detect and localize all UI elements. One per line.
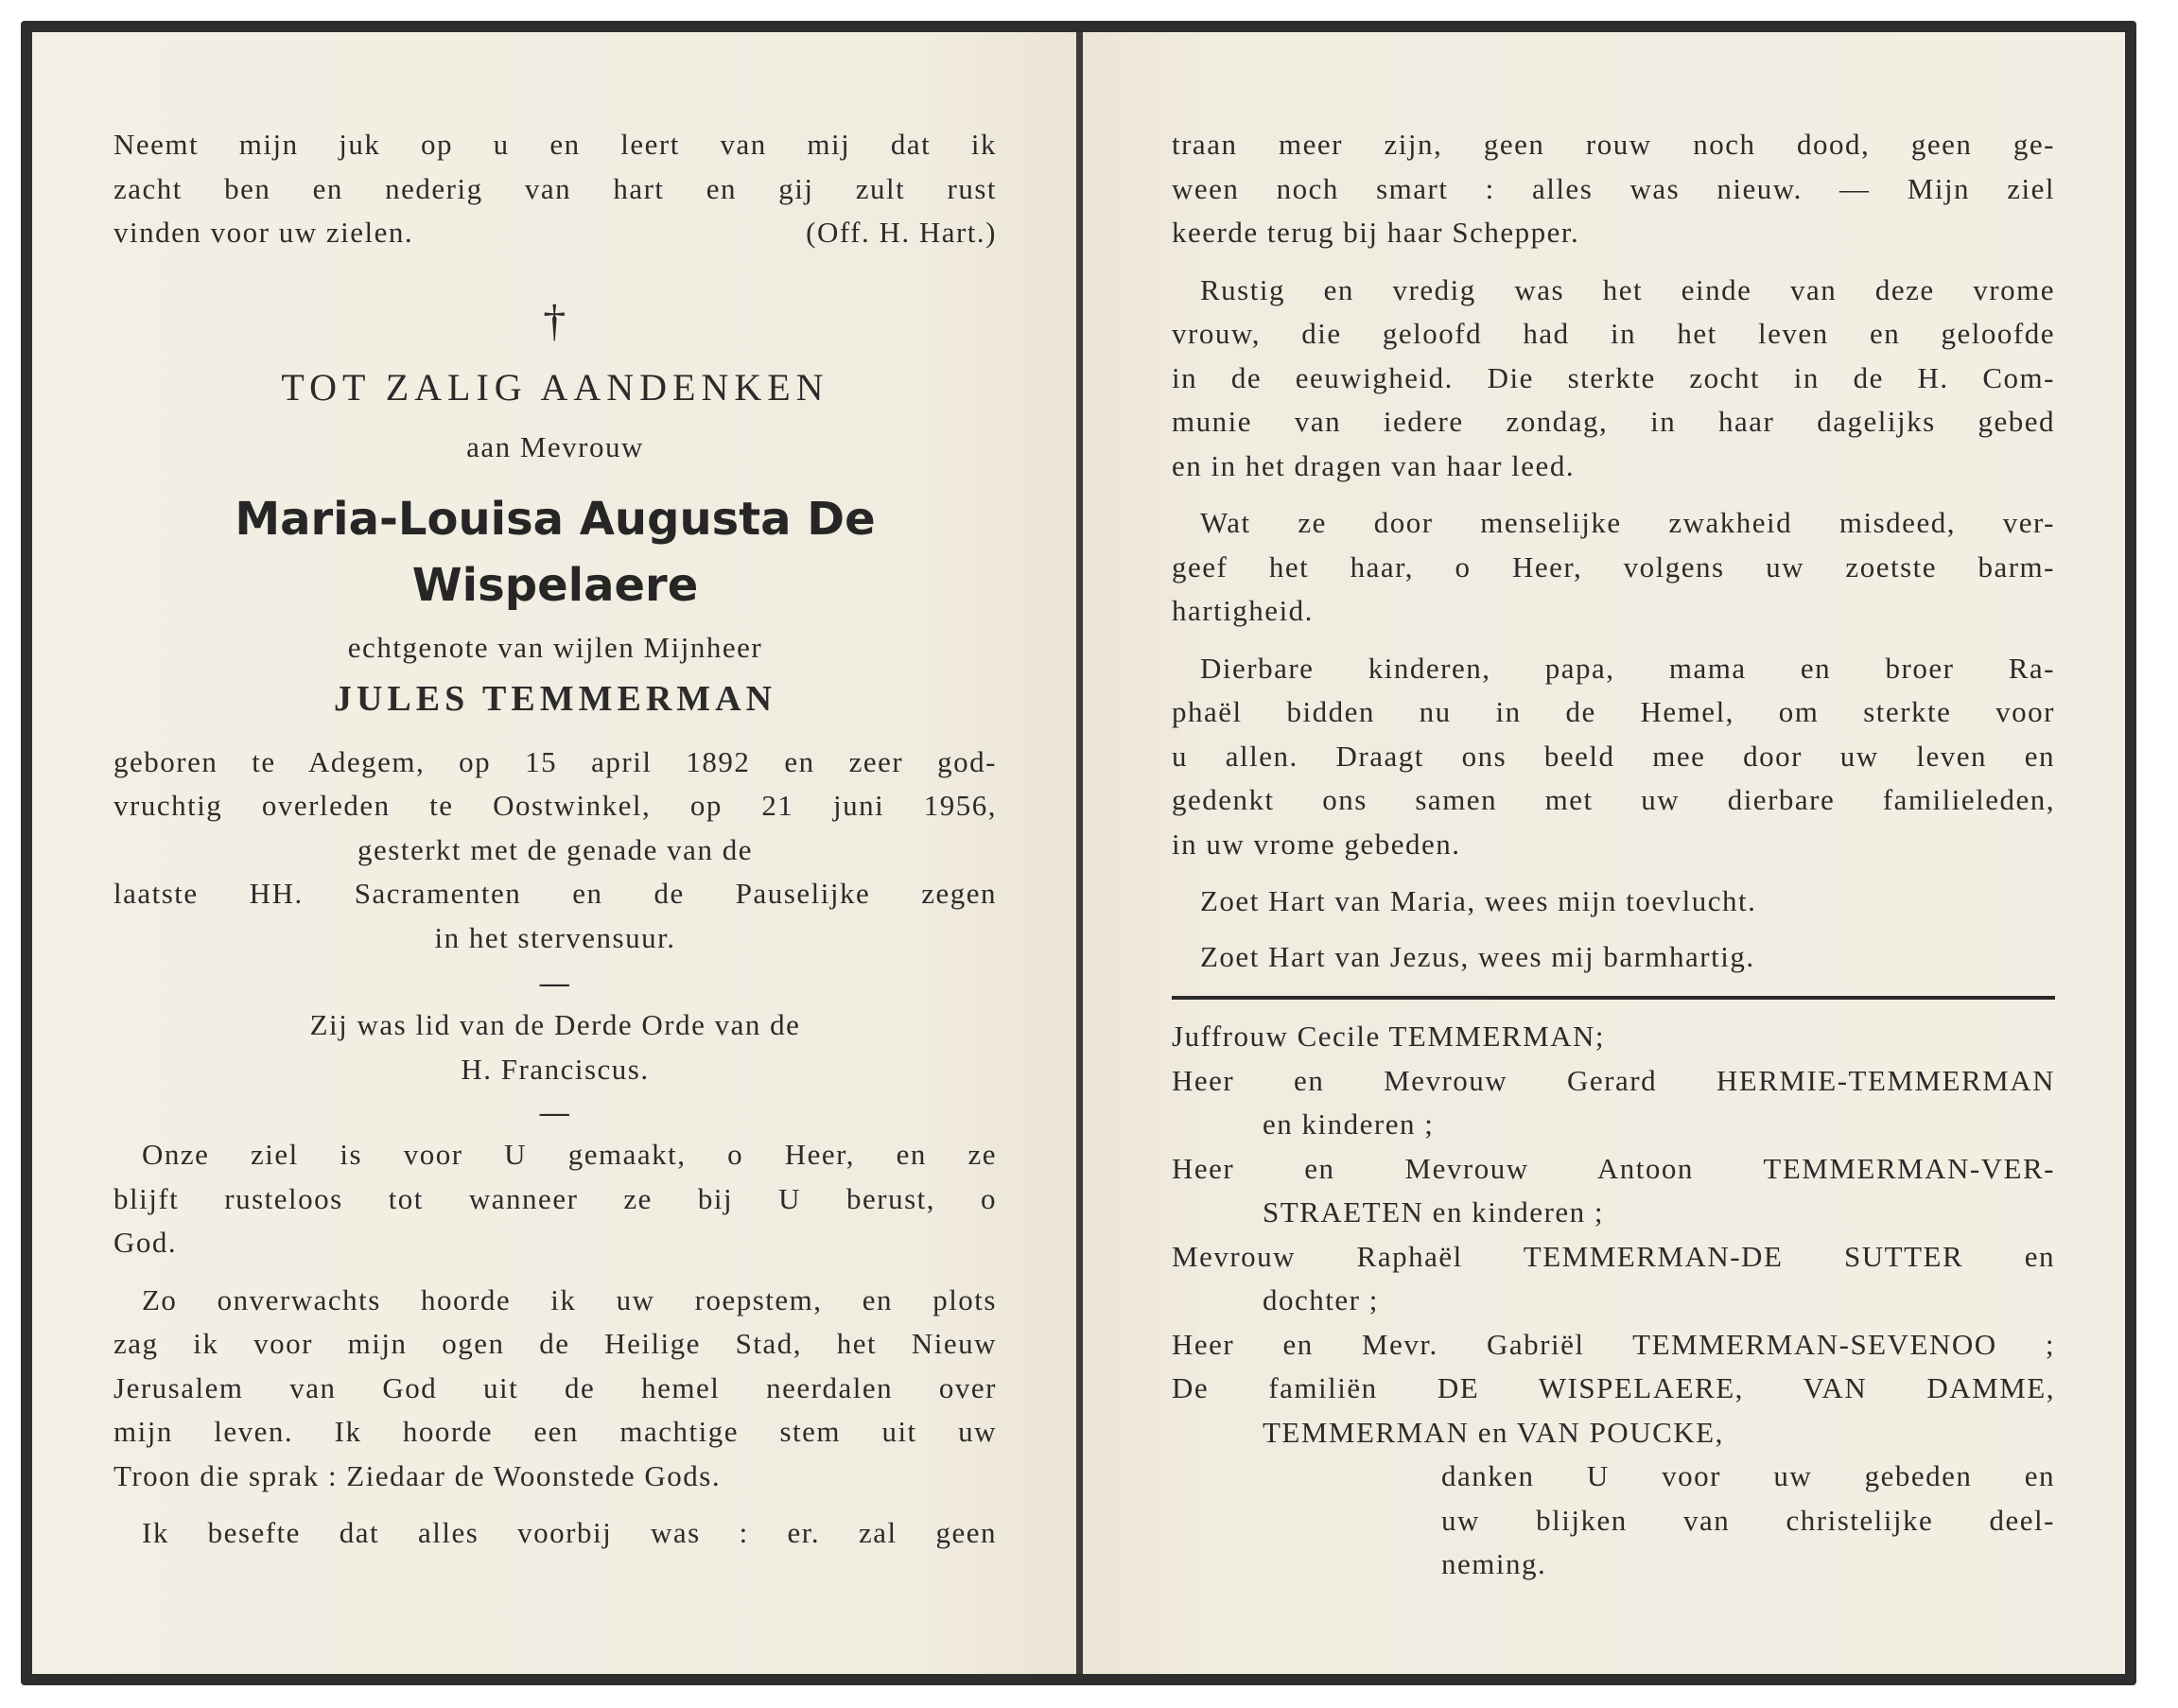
deceased-name: Maria-Louisa Augusta De Wispelaere <box>235 493 876 612</box>
quote-text: vinden voor uw zielen. <box>113 216 414 249</box>
quote-line: zacht ben en nederig van hart en gij zult rust <box>113 171 997 205</box>
paragraph-forgiveness <box>1172 501 2055 634</box>
paragraph-line: traan meer zijn, geen rouw noch dood, geen ge- <box>1172 128 2055 161</box>
paragraph-line: gedenkt ons samen met uw dierbare familieleden, <box>1172 783 2055 816</box>
paragraph-line: in de eeuwigheid. Die sterkte zocht in de H. Com- <box>1172 360 2055 394</box>
paragraph-line: Troon die sprak : Ziedaar de Woonstede Gods. <box>113 1458 722 1492</box>
memorial-heading: TOT ZALIG AANDENKEN <box>281 365 829 409</box>
order-line: H. Franciscus. <box>461 1052 650 1086</box>
paragraph-line: in uw vrome gebeden. <box>1172 827 1461 861</box>
paragraph-line: blijft rusteloos tot wanneer ze bij U berust, o <box>113 1181 997 1215</box>
paragraph-line: Rustig en vredig was het einde van deze vrome <box>1200 272 2055 306</box>
paragraph-line: ween noch smart : alles was nieuw. — Mijn ziel <box>1172 171 2055 205</box>
paragraph-line: geef het haar, o Heer, volgens uw zoetste barm- <box>1172 549 2055 584</box>
paragraph-line: keerde terug bij haar Schepper. <box>1172 216 1580 249</box>
paragraph-line: u allen. Draagt ons beeld mee door uw leven en <box>1172 739 2055 773</box>
prayer-maria: Zoet Hart van Maria, wees mijn toevlucht. <box>1200 884 1757 917</box>
paragraph-line: phaël bidden nu in de Hemel, om sterkte voor <box>1172 695 2055 728</box>
order-line: Zij was lid van de Derde Orde van de <box>309 1008 801 1041</box>
family-line: Juffrouw Cecile TEMMERMAN; <box>1172 1020 1606 1053</box>
card-fold <box>1076 32 1083 1674</box>
separator-dash: — <box>539 966 571 999</box>
paragraph-line: zag ik voor mijn ogen de Heilige Stad, het Nieuw <box>113 1327 997 1360</box>
prayer-jezus: Zoet Hart van Jezus, wees mij barmhartig. <box>1200 939 1755 973</box>
opening-quote <box>113 123 997 255</box>
paragraph-realization <box>113 1511 997 1556</box>
family-line: Heer en Mevr. Gabriël TEMMERMAN-SEVENOO ; <box>1172 1327 2055 1361</box>
quote-line <box>113 211 997 255</box>
bio-line: gesterkt met de genade van de <box>357 832 753 866</box>
paragraph-line: Dierbare kinderen, papa, mama en broer Ra- <box>1200 651 2055 685</box>
quote-line: Neemt mijn juk op u en leert van mij dat ik <box>113 128 997 161</box>
paragraph-line: Zo onverwachts hoorde ik uw roepstem, en plots <box>142 1282 997 1316</box>
paragraph-line: God. <box>113 1226 178 1259</box>
biography <box>113 741 997 961</box>
paragraph-line: Wat ze door menselijke zwakheid misdeed, ver- <box>1200 506 2055 539</box>
spouse-name: JULES TEMMERMAN <box>333 678 777 719</box>
paragraph-peaceful-end <box>1172 269 2055 489</box>
family-line: Heer en Mevrouw Gerard HERMIE-TEMMERMAN <box>1172 1063 2055 1097</box>
spouse-intro: echtgenote van wijlen Mijnheer <box>347 631 763 664</box>
family-line: neming. <box>1441 1547 1547 1580</box>
family-list <box>1172 1015 2055 1587</box>
separator-dash: — <box>539 1095 571 1128</box>
left-page <box>32 32 1076 1674</box>
family-line: De familiën DE WISPELAERE, VAN DAMME, <box>1172 1371 2055 1404</box>
paragraph-children <box>1172 647 2055 867</box>
aan-mevrouw: aan Mevrouw <box>466 429 644 463</box>
paragraph-line: en in het dragen van haar leed. <box>1172 448 1576 482</box>
right-page-text <box>1172 123 2055 1587</box>
family-line: STRAETEN en kinderen ; <box>1263 1195 1605 1229</box>
family-line: Heer en Mevrouw Antoon TEMMERMAN-VER- <box>1172 1151 2055 1185</box>
paragraph-line: Jerusalem van God uit de hemel neerdalen over <box>113 1370 997 1404</box>
paragraph-line: Onze ziel is voor U gemaakt, o Heer, en ze <box>142 1138 997 1171</box>
family-line: en kinderen ; <box>1263 1107 1435 1141</box>
bio-line: in het stervensuur. <box>434 920 676 954</box>
paragraph-line: vrouw, die geloofd had in het leven en geloofde <box>1172 317 2055 350</box>
right-page <box>1083 32 2125 1674</box>
family-line: danken U voor uw gebeden en <box>1441 1459 2055 1492</box>
paragraph-line: hartigheid. <box>1172 594 1314 627</box>
bio-line: vruchtig overleden te Oostwinkel, op 21 juni 1956, <box>113 789 997 822</box>
family-line: TEMMERMAN en VAN POUCKE, <box>1263 1415 1724 1449</box>
family-line: dochter ; <box>1263 1283 1379 1316</box>
divider-rule <box>1172 996 2055 1000</box>
quote-source: (Off. H. Hart.) <box>806 216 997 249</box>
bio-line: geboren te Adegem, op 15 april 1892 en zeer god- <box>113 744 997 778</box>
third-order <box>113 1003 997 1091</box>
paragraph-line: mijn leven. Ik hoorde een machtige stem uit uw <box>113 1415 997 1448</box>
paragraph-line: munie van iedere zondag, in haar dagelijks gebed <box>1172 405 2055 438</box>
family-line: Mevrouw Raphaël TEMMERMAN-DE SUTTER en <box>1172 1239 2055 1273</box>
paragraph-continuation <box>1172 123 2055 255</box>
paragraph-line: Ik besefte dat alles voorbij was : er. zal geen <box>142 1516 997 1549</box>
bio-line: laatste HH. Sacramenten en de Pauselijke zegen <box>113 877 997 910</box>
cross-icon: † <box>543 295 567 346</box>
family-line: uw blijken van christelijke deel- <box>1441 1503 2055 1537</box>
paragraph-soul <box>113 1133 997 1265</box>
left-page-text <box>113 123 997 1556</box>
paragraph-vision <box>113 1279 997 1499</box>
